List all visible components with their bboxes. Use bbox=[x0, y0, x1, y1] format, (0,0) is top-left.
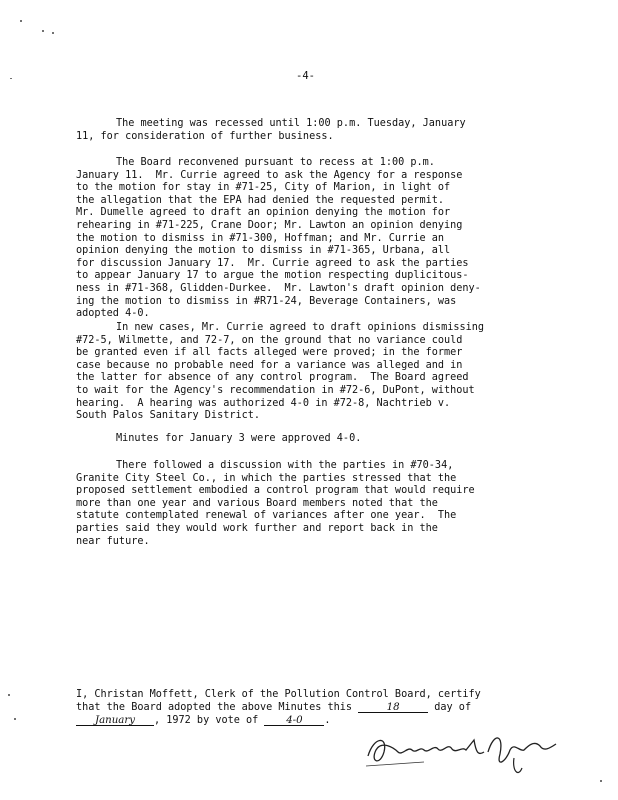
day-blank: 18 bbox=[358, 701, 428, 713]
text-line: to the motion for stay in #71-25, City of Marion, in light of bbox=[76, 182, 451, 194]
text-line: opinion denying the motion to dismiss in #71-365, Urbana, all bbox=[76, 245, 451, 257]
text-line: adopted 4-0. bbox=[76, 308, 150, 320]
paragraph-discussion bbox=[76, 460, 576, 548]
vote-blank: 4-0 bbox=[264, 714, 324, 726]
text-line: proposed settlement embodied a control program that would require bbox=[76, 485, 475, 497]
text-line: the motion to dismiss in #71-300, Hoffman; and Mr. Currie an bbox=[76, 232, 445, 244]
scan-speck bbox=[10, 78, 12, 79]
certification-line: I, Christan Moffett, Clerk of the Pollution Control Board, certify bbox=[76, 689, 481, 700]
text-line: The meeting was recessed until 1:00 p.m. Tuesday, January bbox=[116, 118, 466, 129]
text-line: ness in #71-368, Glidden-Durkee. Mr. Lawton's draft opinion deny- bbox=[76, 282, 481, 294]
scan-speck bbox=[14, 718, 16, 720]
text-line: #72-5, Wilmette, and 72-7, on the ground that no variance could bbox=[76, 334, 463, 346]
text-line: The Board reconvened pursuant to recess at 1:00 p.m. bbox=[116, 157, 435, 168]
text-line: 11, for consideration of further business. bbox=[76, 130, 334, 142]
text-line: statute contemplated renewal of variances after one year. The bbox=[76, 510, 457, 522]
text-line: ing the motion to dismiss in #R71-24, Beverage Containers, was bbox=[76, 295, 457, 307]
text-line: Granite City Steel Co., in which the parties stressed that the bbox=[76, 472, 457, 484]
scan-speck bbox=[600, 780, 602, 782]
paragraph-recess bbox=[76, 118, 576, 143]
month-blank: January bbox=[76, 714, 154, 726]
certification-text: , 1972 by vote of bbox=[154, 715, 265, 727]
certification-text: . bbox=[324, 715, 331, 727]
scan-speck bbox=[42, 30, 44, 32]
text-line: for discussion January 17. Mr. Currie agreed to ask the parties bbox=[76, 257, 469, 269]
text-line: to wait for the Agency's recommendation in #72-6, DuPont, without bbox=[76, 384, 475, 396]
paragraph-minutes-approved bbox=[76, 433, 576, 446]
certification-text: day of bbox=[428, 702, 472, 714]
text-line: hearing. A hearing was authorized 4-0 in #72-8, Nachtrieb v. bbox=[76, 397, 451, 409]
scan-speck bbox=[52, 32, 54, 34]
text-line: case because no probable need for a variance was alleged and in bbox=[76, 359, 463, 371]
scan-speck bbox=[8, 694, 10, 696]
text-line: South Palos Sanitary District. bbox=[76, 410, 261, 422]
page-number: -4- bbox=[296, 70, 315, 82]
text-line: near future. bbox=[76, 535, 150, 547]
clerk-signature bbox=[364, 722, 564, 786]
paragraph-new-cases bbox=[76, 322, 576, 423]
text-line: Mr. Dumelle agreed to draft an opinion denying the motion for bbox=[76, 207, 451, 219]
text-line: more than one year and various Board members noted that the bbox=[76, 497, 438, 509]
text-line: There followed a discussion with the parties in #70-34, bbox=[116, 460, 454, 471]
paragraph-reconvened bbox=[76, 157, 576, 321]
text-line: Minutes for January 3 were approved 4-0. bbox=[116, 433, 362, 444]
text-line: January 11. Mr. Currie agreed to ask the Agency for a response bbox=[76, 169, 463, 181]
scan-speck bbox=[20, 20, 22, 22]
text-line: parties said they would work further and report back in the bbox=[76, 522, 438, 534]
text-line: be granted even if all facts alleged were proved; in the former bbox=[76, 347, 463, 359]
certification-text: that the Board adopted the above Minutes this bbox=[76, 702, 359, 714]
text-line: to appear January 17 to argue the motion respecting duplicitous- bbox=[76, 270, 469, 282]
text-line: In new cases, Mr. Currie agreed to draft opinions dismissing bbox=[116, 322, 485, 333]
signature-scrawl-icon bbox=[364, 722, 564, 782]
text-line: rehearing in #71-225, Crane Door; Mr. Lawton an opinion denying bbox=[76, 219, 463, 231]
text-line: the latter for absence of any control program. The Board agreed bbox=[76, 372, 469, 384]
text-line: the allegation that the EPA had denied the requested permit. bbox=[76, 194, 445, 206]
